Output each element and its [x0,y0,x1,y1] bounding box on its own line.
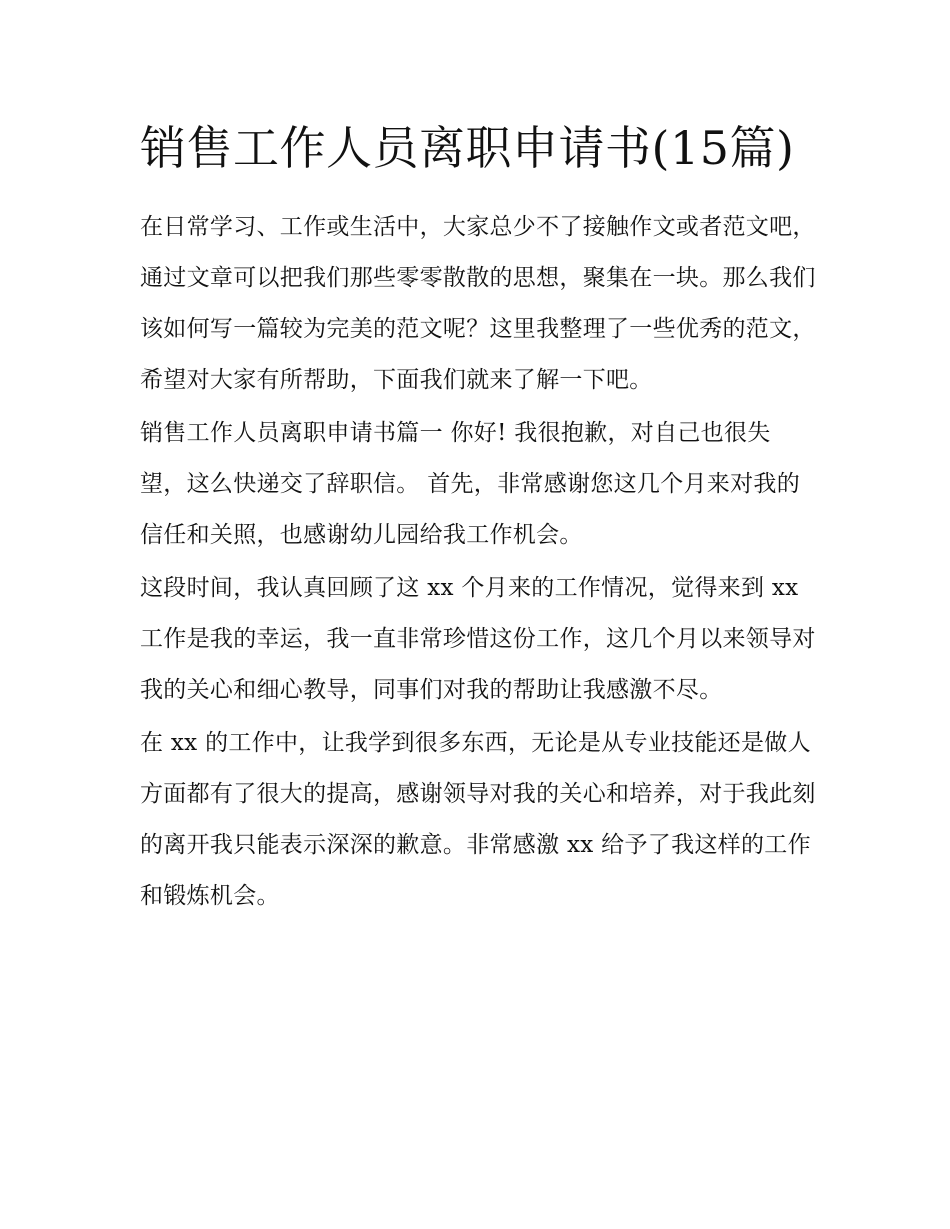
paragraph-intro: 在日常学习、工作或生活中，大家总少不了接触作文或者范文吧，通过文章可以把我们那些零零散散的思想，聚集在一块。那么我们该如何写一篇较为完美的范文呢？这里我整理了一些优秀的范文，希望对大家有所帮助，下面我们就来了解一下吧。 [140,214,816,393]
document-title: 销售工作人员离职申请书(15篇) [140,121,795,175]
paragraph-gratitude: 在 xx 的工作中，让我学到很多东西，无论是从专业技能还是做人方面都有了很大的提高，感谢领导对我的关心和培养，对于我此刻的离开我只能表示深深的歉意。非常感激 xx 给予了我这样的工作和锻炼机会。 [140,730,816,909]
paragraph-work-review: 这段时间，我认真回顾了这 xx 个月来的工作情况，觉得来到 xx 工作是我的幸运，我一直非常珍惜这份工作，这几个月以来领导对我的关心和细心教导，同事们对我的帮助让我感激不尽。 [140,575,816,703]
document-body [140,112,816,924]
paragraph-letter-opening: 销售工作人员离职申请书篇一 你好! 我很抱歉，对自己也很失望，这么快递交了辞职信。 首先，非常感谢您这几个月来对我的信任和关照，也感谢幼儿园给我工作机会。 [140,420,801,548]
